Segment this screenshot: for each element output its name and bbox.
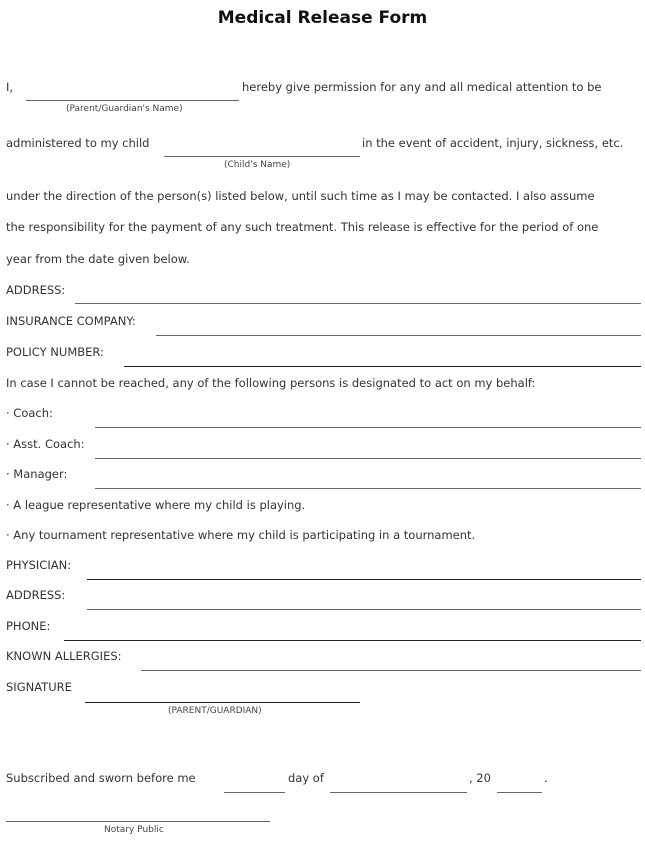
month-field[interactable] bbox=[330, 792, 467, 793]
allergies-field[interactable] bbox=[141, 670, 641, 671]
paragraph-line-2: the responsibility for the payment of any such treatment. This release is effective for the period of one bbox=[6, 220, 599, 234]
day-field[interactable] bbox=[224, 792, 285, 793]
physician-label: PHYSICIAN: bbox=[6, 558, 72, 572]
year-prefix: , 20 bbox=[469, 771, 491, 785]
policy-label: POLICY NUMBER: bbox=[6, 345, 104, 359]
i-label: I, bbox=[6, 80, 14, 94]
insurance-field[interactable] bbox=[156, 335, 641, 336]
paragraph-line-1: under the direction of the person(s) listed below, until such time as I may be contacted. I also assume bbox=[6, 189, 595, 203]
policy-field[interactable] bbox=[124, 366, 641, 367]
child-name-field[interactable] bbox=[164, 156, 360, 157]
phone-label: PHONE: bbox=[6, 619, 51, 633]
allergies-label: KNOWN ALLERGIES: bbox=[6, 649, 122, 663]
event-text: in the event of accident, injury, sickness, etc. bbox=[362, 136, 624, 150]
paragraph-line-3: year from the date given below. bbox=[6, 252, 190, 266]
notary-signature-field[interactable] bbox=[6, 821, 270, 822]
manager-field[interactable] bbox=[95, 488, 641, 489]
physician-field[interactable] bbox=[87, 579, 641, 580]
tournament-rep-text: · Any tournament representative where my child is participating in a tournament. bbox=[6, 528, 476, 542]
physician-address-label: ADDRESS: bbox=[6, 588, 66, 602]
day-of-text: day of bbox=[288, 771, 324, 785]
coach-label: · Coach: bbox=[6, 406, 53, 420]
signature-field[interactable] bbox=[85, 702, 360, 703]
signature-label: SIGNATURE bbox=[6, 680, 72, 694]
parent-name-caption: (Parent/Guardian's Name) bbox=[66, 104, 183, 114]
page-title: Medical Release Form bbox=[217, 8, 428, 28]
coach-field[interactable] bbox=[95, 427, 641, 428]
administered-text: administered to my child bbox=[6, 136, 150, 150]
asst-coach-label: · Asst. Coach: bbox=[6, 437, 85, 451]
phone-field[interactable] bbox=[64, 640, 641, 641]
physician-address-field[interactable] bbox=[87, 609, 641, 610]
permission-text: hereby give permission for any and all medical attention to be bbox=[242, 80, 602, 94]
notary-caption: Notary Public bbox=[104, 825, 164, 835]
league-rep-text: · A league representative where my child is playing. bbox=[6, 498, 306, 512]
designate-text: In case I cannot be reached, any of the following persons is designated to act on my behalf: bbox=[6, 376, 536, 390]
asst-coach-field[interactable] bbox=[95, 458, 641, 459]
address-label: ADDRESS: bbox=[6, 283, 66, 297]
signature-caption: (PARENT/GUARDIAN) bbox=[168, 706, 262, 716]
parent-name-field[interactable] bbox=[26, 100, 239, 101]
manager-label: · Manager: bbox=[6, 467, 68, 481]
address-field[interactable] bbox=[75, 303, 641, 304]
year-field[interactable] bbox=[497, 792, 542, 793]
insurance-label: INSURANCE COMPANY: bbox=[6, 314, 136, 328]
sworn-text: Subscribed and sworn before me bbox=[6, 771, 196, 785]
child-name-caption: (Child's Name) bbox=[224, 160, 291, 170]
sworn-period: . bbox=[544, 771, 548, 785]
